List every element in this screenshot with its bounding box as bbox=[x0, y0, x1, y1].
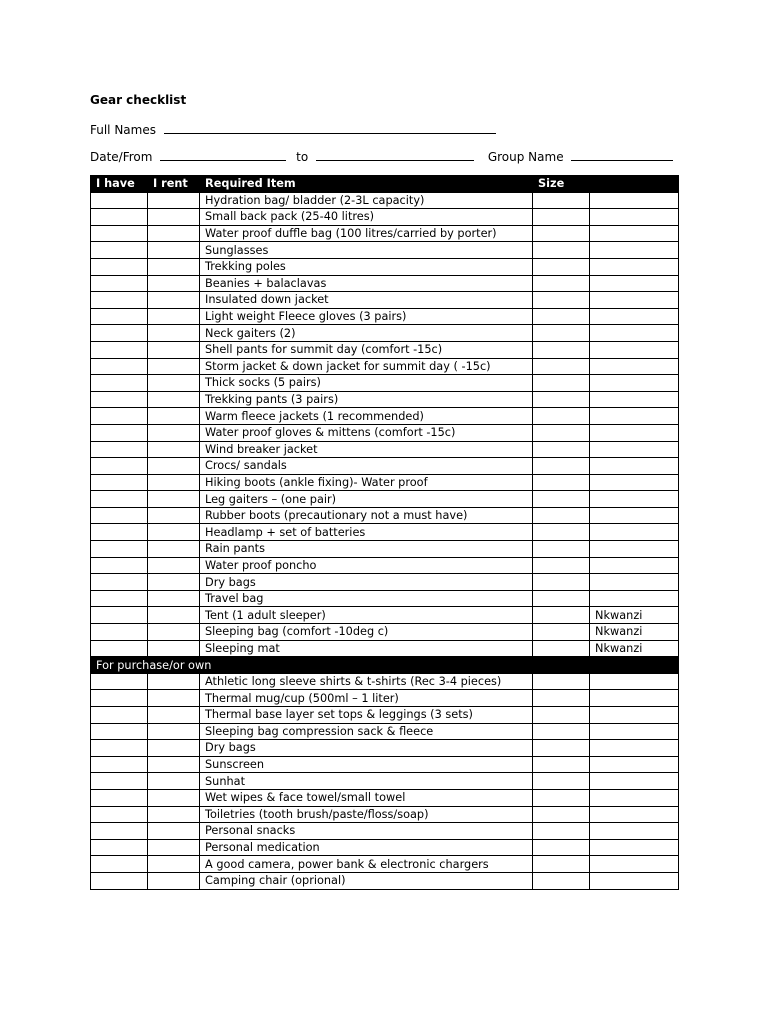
note-cell bbox=[590, 673, 679, 690]
size-cell[interactable] bbox=[533, 424, 590, 441]
i-have-cell[interactable] bbox=[91, 308, 148, 325]
size-cell[interactable] bbox=[533, 491, 590, 508]
note-cell bbox=[590, 872, 679, 889]
i-rent-cell[interactable] bbox=[148, 325, 200, 342]
size-cell[interactable] bbox=[533, 839, 590, 856]
i-rent-cell[interactable] bbox=[148, 524, 200, 541]
note-cell bbox=[590, 823, 679, 840]
date-from-field[interactable] bbox=[160, 148, 286, 161]
size-cell[interactable] bbox=[533, 872, 590, 889]
i-have-cell[interactable] bbox=[91, 209, 148, 226]
size-cell[interactable] bbox=[533, 391, 590, 408]
table-row bbox=[91, 275, 679, 292]
size-cell[interactable] bbox=[533, 408, 590, 425]
note-cell bbox=[590, 341, 679, 358]
note-cell bbox=[590, 806, 679, 823]
note-cell bbox=[590, 574, 679, 591]
item-cell: Water proof duffle bag (100 litres/carried by porter) bbox=[200, 225, 533, 242]
i-have-cell[interactable] bbox=[91, 358, 148, 375]
item-cell: Thermal mug/cup (500ml – 1 liter) bbox=[200, 690, 533, 707]
table-row bbox=[91, 624, 679, 641]
full-names-field[interactable] bbox=[164, 121, 496, 134]
i-have-cell[interactable] bbox=[91, 690, 148, 707]
note-cell bbox=[590, 441, 679, 458]
size-cell[interactable] bbox=[533, 690, 590, 707]
size-cell[interactable] bbox=[533, 225, 590, 242]
i-rent-cell[interactable] bbox=[148, 789, 200, 806]
item-cell: Wet wipes & face towel/small towel bbox=[200, 789, 533, 806]
table-row bbox=[91, 541, 679, 558]
table-row bbox=[91, 408, 679, 425]
item-cell: Small back pack (25-40 litres) bbox=[200, 209, 533, 226]
note-cell bbox=[590, 839, 679, 856]
note-cell bbox=[590, 192, 679, 209]
full-names-label: Full Names bbox=[90, 123, 156, 137]
i-rent-cell[interactable] bbox=[148, 756, 200, 773]
item-cell: Dry bags bbox=[200, 740, 533, 757]
item-cell: Thick socks (5 pairs) bbox=[200, 375, 533, 392]
table-row bbox=[91, 823, 679, 840]
i-have-cell[interactable] bbox=[91, 458, 148, 475]
item-cell: Rubber boots (precautionary not a must have) bbox=[200, 507, 533, 524]
i-rent-cell[interactable] bbox=[148, 673, 200, 690]
item-cell: Camping chair (oprional) bbox=[200, 872, 533, 889]
table-row bbox=[91, 872, 679, 889]
i-have-cell[interactable] bbox=[91, 590, 148, 607]
note-cell bbox=[590, 325, 679, 342]
item-cell: Headlamp + set of batteries bbox=[200, 524, 533, 541]
item-cell: Sunscreen bbox=[200, 756, 533, 773]
table-row bbox=[91, 242, 679, 259]
item-cell: Beanies + balaclavas bbox=[200, 275, 533, 292]
i-rent-cell[interactable] bbox=[148, 607, 200, 624]
i-rent-cell[interactable] bbox=[148, 424, 200, 441]
note-cell bbox=[590, 707, 679, 724]
section-row bbox=[91, 657, 679, 674]
note-cell: Nkwanzi bbox=[590, 640, 679, 657]
size-cell[interactable] bbox=[533, 823, 590, 840]
item-cell: Warm fleece jackets (1 recommended) bbox=[200, 408, 533, 425]
note-cell bbox=[590, 474, 679, 491]
table-row bbox=[91, 607, 679, 624]
note-cell bbox=[590, 756, 679, 773]
note-cell bbox=[590, 391, 679, 408]
i-have-cell[interactable] bbox=[91, 806, 148, 823]
size-cell[interactable] bbox=[533, 723, 590, 740]
note-cell bbox=[590, 557, 679, 574]
note-cell bbox=[590, 424, 679, 441]
item-cell: Rain pants bbox=[200, 541, 533, 558]
i-rent-cell[interactable] bbox=[148, 441, 200, 458]
i-have-cell[interactable] bbox=[91, 341, 148, 358]
i-have-cell[interactable] bbox=[91, 258, 148, 275]
table-row bbox=[91, 308, 679, 325]
size-cell[interactable] bbox=[533, 242, 590, 259]
i-have-cell[interactable] bbox=[91, 225, 148, 242]
i-rent-cell[interactable] bbox=[148, 491, 200, 508]
i-have-cell[interactable] bbox=[91, 541, 148, 558]
i-rent-cell[interactable] bbox=[148, 341, 200, 358]
item-cell: Insulated down jacket bbox=[200, 292, 533, 309]
size-cell[interactable] bbox=[533, 590, 590, 607]
table-row bbox=[91, 789, 679, 806]
item-cell: Tent (1 adult sleeper) bbox=[200, 607, 533, 624]
item-cell: Personal snacks bbox=[200, 823, 533, 840]
i-have-cell[interactable] bbox=[91, 872, 148, 889]
table-row bbox=[91, 325, 679, 342]
i-rent-cell[interactable] bbox=[148, 408, 200, 425]
i-have-cell[interactable] bbox=[91, 839, 148, 856]
table-row bbox=[91, 640, 679, 657]
i-have-cell[interactable] bbox=[91, 856, 148, 873]
i-have-cell[interactable] bbox=[91, 275, 148, 292]
i-have-cell[interactable] bbox=[91, 607, 148, 624]
size-cell[interactable] bbox=[533, 806, 590, 823]
i-have-cell[interactable] bbox=[91, 441, 148, 458]
size-cell[interactable] bbox=[533, 341, 590, 358]
table-row bbox=[91, 690, 679, 707]
group-name-label: Group Name bbox=[487, 150, 564, 164]
table-row bbox=[91, 673, 679, 690]
i-rent-cell[interactable] bbox=[148, 806, 200, 823]
size-cell[interactable] bbox=[533, 773, 590, 790]
i-rent-cell[interactable] bbox=[148, 541, 200, 558]
i-rent-cell[interactable] bbox=[148, 375, 200, 392]
to-label: to bbox=[296, 150, 309, 164]
i-rent-cell[interactable] bbox=[148, 242, 200, 259]
i-rent-cell[interactable] bbox=[148, 823, 200, 840]
table-row bbox=[91, 507, 679, 524]
note-cell bbox=[590, 242, 679, 259]
i-rent-cell[interactable] bbox=[148, 590, 200, 607]
col-header-required-item: Required Item bbox=[200, 176, 533, 193]
size-cell[interactable] bbox=[533, 541, 590, 558]
size-cell[interactable] bbox=[533, 507, 590, 524]
i-have-cell[interactable] bbox=[91, 640, 148, 657]
size-cell[interactable] bbox=[533, 258, 590, 275]
item-cell: Toiletries (tooth brush/paste/floss/soap) bbox=[200, 806, 533, 823]
i-have-cell[interactable] bbox=[91, 424, 148, 441]
i-have-cell[interactable] bbox=[91, 524, 148, 541]
table-row bbox=[91, 424, 679, 441]
i-rent-cell[interactable] bbox=[148, 624, 200, 641]
note-cell bbox=[590, 773, 679, 790]
i-rent-cell[interactable] bbox=[148, 192, 200, 209]
table-row bbox=[91, 192, 679, 209]
item-cell: Sleeping bag (comfort -10deg c) bbox=[200, 624, 533, 641]
item-cell: Sleeping mat bbox=[200, 640, 533, 657]
note-cell bbox=[590, 541, 679, 558]
item-cell: Hiking boots (ankle fixing)- Water proof bbox=[200, 474, 533, 491]
i-rent-cell[interactable] bbox=[148, 557, 200, 574]
table-row bbox=[91, 375, 679, 392]
i-rent-cell[interactable] bbox=[148, 856, 200, 873]
i-have-cell[interactable] bbox=[91, 789, 148, 806]
size-cell[interactable] bbox=[533, 292, 590, 309]
i-have-cell[interactable] bbox=[91, 773, 148, 790]
i-have-cell[interactable] bbox=[91, 723, 148, 740]
i-rent-cell[interactable] bbox=[148, 458, 200, 475]
note-cell bbox=[590, 292, 679, 309]
item-cell: Thermal base layer set tops & leggings (3 sets) bbox=[200, 707, 533, 724]
note-cell bbox=[590, 723, 679, 740]
i-have-cell[interactable] bbox=[91, 740, 148, 757]
i-have-cell[interactable] bbox=[91, 391, 148, 408]
note-cell bbox=[590, 740, 679, 757]
table-row bbox=[91, 358, 679, 375]
item-cell: Sleeping bag compression sack & fleece bbox=[200, 723, 533, 740]
note-cell bbox=[590, 308, 679, 325]
i-rent-cell[interactable] bbox=[148, 308, 200, 325]
i-rent-cell[interactable] bbox=[148, 258, 200, 275]
item-cell: Dry bags bbox=[200, 574, 533, 591]
size-cell[interactable] bbox=[533, 740, 590, 757]
size-cell[interactable] bbox=[533, 756, 590, 773]
size-cell[interactable] bbox=[533, 707, 590, 724]
full-names-row bbox=[90, 121, 496, 137]
i-rent-cell[interactable] bbox=[148, 773, 200, 790]
size-cell[interactable] bbox=[533, 557, 590, 574]
note-cell bbox=[590, 507, 679, 524]
size-cell[interactable] bbox=[533, 624, 590, 641]
i-rent-cell[interactable] bbox=[148, 275, 200, 292]
note-cell bbox=[590, 375, 679, 392]
table-row bbox=[91, 458, 679, 475]
note-cell bbox=[590, 209, 679, 226]
col-header-size: Size bbox=[533, 176, 590, 193]
item-cell: Leg gaiters – (one pair) bbox=[200, 491, 533, 508]
table-row bbox=[91, 474, 679, 491]
group-name-field[interactable] bbox=[571, 148, 673, 161]
table-row bbox=[91, 856, 679, 873]
i-rent-cell[interactable] bbox=[148, 690, 200, 707]
size-cell[interactable] bbox=[533, 308, 590, 325]
i-rent-cell[interactable] bbox=[148, 707, 200, 724]
item-cell: Wind breaker jacket bbox=[200, 441, 533, 458]
size-cell[interactable] bbox=[533, 524, 590, 541]
table-header-row bbox=[91, 176, 679, 193]
table-row bbox=[91, 258, 679, 275]
page-title: Gear checklist bbox=[90, 93, 187, 107]
i-have-cell[interactable] bbox=[91, 192, 148, 209]
i-have-cell[interactable] bbox=[91, 707, 148, 724]
note-cell bbox=[590, 856, 679, 873]
table-row bbox=[91, 574, 679, 591]
note-cell bbox=[590, 225, 679, 242]
gear-table-body bbox=[91, 176, 679, 890]
gear-table bbox=[90, 175, 679, 890]
table-row bbox=[91, 557, 679, 574]
i-have-cell[interactable] bbox=[91, 507, 148, 524]
note-cell bbox=[590, 789, 679, 806]
size-cell[interactable] bbox=[533, 856, 590, 873]
table-row bbox=[91, 441, 679, 458]
size-cell[interactable] bbox=[533, 640, 590, 657]
table-row bbox=[91, 773, 679, 790]
i-rent-cell[interactable] bbox=[148, 209, 200, 226]
table-row bbox=[91, 209, 679, 226]
table-row bbox=[91, 292, 679, 309]
item-cell: Trekking pants (3 pairs) bbox=[200, 391, 533, 408]
item-cell: Hydration bag/ bladder (2-3L capacity) bbox=[200, 192, 533, 209]
item-cell: Athletic long sleeve shirts & t-shirts (Rec 3-4 pieces) bbox=[200, 673, 533, 690]
note-cell bbox=[590, 275, 679, 292]
table-row bbox=[91, 839, 679, 856]
i-have-cell[interactable] bbox=[91, 491, 148, 508]
date-to-field[interactable] bbox=[316, 148, 474, 161]
item-cell: Sunglasses bbox=[200, 242, 533, 259]
size-cell[interactable] bbox=[533, 441, 590, 458]
i-rent-cell[interactable] bbox=[148, 292, 200, 309]
i-rent-cell[interactable] bbox=[148, 640, 200, 657]
table-row bbox=[91, 756, 679, 773]
i-have-cell[interactable] bbox=[91, 574, 148, 591]
size-cell[interactable] bbox=[533, 275, 590, 292]
item-cell: Shell pants for summit day (comfort -15c) bbox=[200, 341, 533, 358]
i-rent-cell[interactable] bbox=[148, 358, 200, 375]
i-have-cell[interactable] bbox=[91, 823, 148, 840]
col-header-i-have: I have bbox=[91, 176, 148, 193]
item-cell: Storm jacket & down jacket for summit day ( -15c) bbox=[200, 358, 533, 375]
i-rent-cell[interactable] bbox=[148, 574, 200, 591]
item-cell: Water proof poncho bbox=[200, 557, 533, 574]
note-cell bbox=[590, 690, 679, 707]
i-rent-cell[interactable] bbox=[148, 723, 200, 740]
i-rent-cell[interactable] bbox=[148, 507, 200, 524]
item-cell: Travel bag bbox=[200, 590, 533, 607]
item-cell: Trekking poles bbox=[200, 258, 533, 275]
date-group-row bbox=[90, 148, 673, 164]
table-row bbox=[91, 391, 679, 408]
table-row bbox=[91, 524, 679, 541]
table-row bbox=[91, 225, 679, 242]
table-row bbox=[91, 707, 679, 724]
item-cell: Light weight Fleece gloves (3 pairs) bbox=[200, 308, 533, 325]
note-cell bbox=[590, 458, 679, 475]
i-have-cell[interactable] bbox=[91, 325, 148, 342]
i-have-cell[interactable] bbox=[91, 408, 148, 425]
size-cell[interactable] bbox=[533, 789, 590, 806]
size-cell[interactable] bbox=[533, 325, 590, 342]
note-cell: Nkwanzi bbox=[590, 607, 679, 624]
section-label: For purchase/or own bbox=[91, 657, 679, 674]
size-cell[interactable] bbox=[533, 375, 590, 392]
size-cell[interactable] bbox=[533, 574, 590, 591]
col-header-i-rent: I rent bbox=[148, 176, 200, 193]
i-rent-cell[interactable] bbox=[148, 872, 200, 889]
note-cell: Nkwanzi bbox=[590, 624, 679, 641]
i-have-cell[interactable] bbox=[91, 624, 148, 641]
date-from-label: Date/From bbox=[90, 150, 153, 164]
size-cell[interactable] bbox=[533, 607, 590, 624]
i-rent-cell[interactable] bbox=[148, 839, 200, 856]
i-have-cell[interactable] bbox=[91, 292, 148, 309]
item-cell: Crocs/ sandals bbox=[200, 458, 533, 475]
item-cell: Water proof gloves & mittens (comfort -15c) bbox=[200, 424, 533, 441]
i-have-cell[interactable] bbox=[91, 557, 148, 574]
size-cell[interactable] bbox=[533, 458, 590, 475]
note-cell bbox=[590, 408, 679, 425]
i-rent-cell[interactable] bbox=[148, 474, 200, 491]
i-have-cell[interactable] bbox=[91, 242, 148, 259]
table-row bbox=[91, 491, 679, 508]
i-have-cell[interactable] bbox=[91, 673, 148, 690]
table-row bbox=[91, 723, 679, 740]
item-cell: Personal medication bbox=[200, 839, 533, 856]
i-have-cell[interactable] bbox=[91, 474, 148, 491]
item-cell: Neck gaiters (2) bbox=[200, 325, 533, 342]
table-row bbox=[91, 341, 679, 358]
i-rent-cell[interactable] bbox=[148, 391, 200, 408]
size-cell[interactable] bbox=[533, 673, 590, 690]
table-row bbox=[91, 590, 679, 607]
note-cell bbox=[590, 258, 679, 275]
table-row bbox=[91, 806, 679, 823]
item-cell: Sunhat bbox=[200, 773, 533, 790]
col-header-extra bbox=[590, 176, 679, 193]
size-cell[interactable] bbox=[533, 209, 590, 226]
i-rent-cell[interactable] bbox=[148, 740, 200, 757]
note-cell bbox=[590, 358, 679, 375]
size-cell[interactable] bbox=[533, 474, 590, 491]
note-cell bbox=[590, 524, 679, 541]
i-have-cell[interactable] bbox=[91, 756, 148, 773]
size-cell[interactable] bbox=[533, 358, 590, 375]
table-row bbox=[91, 740, 679, 757]
size-cell[interactable] bbox=[533, 192, 590, 209]
note-cell bbox=[590, 491, 679, 508]
i-have-cell[interactable] bbox=[91, 375, 148, 392]
i-rent-cell[interactable] bbox=[148, 225, 200, 242]
note-cell bbox=[590, 590, 679, 607]
item-cell: A good camera, power bank & electronic chargers bbox=[200, 856, 533, 873]
